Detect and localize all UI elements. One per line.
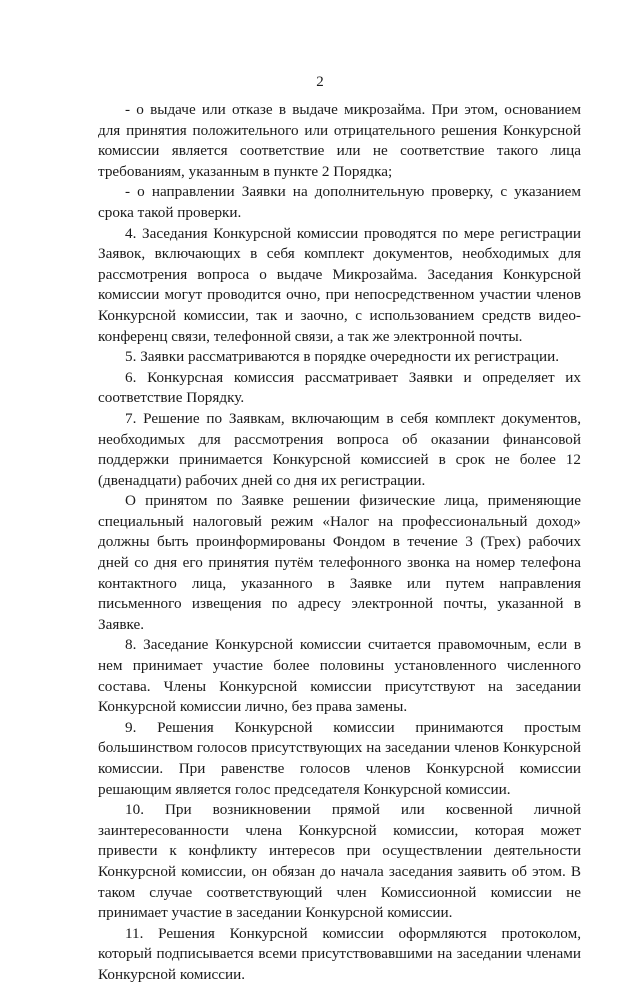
page-number: 2 (316, 74, 324, 90)
paragraph-item-4: 4. Заседания Конкурсной комиссии проводятся по мере регистрации Заявок, включающих в себя комплект документов, необходимых для рассмотрения вопроса о выдаче Микрозайма. Заседания Конкурсной комиссии могут проводится очно, при непосредственном участии членов Конкурсной комиссии, так и заочно, с использованием средств видео-конференц связи, телефонной связи, а так же электронной почты. (98, 224, 581, 345)
paragraph-item-6: 6. Конкурсная комиссия рассматривает Заявки и определяет их соответствие Порядку. (98, 368, 581, 407)
paragraph-loan-decision: - о выдаче или отказе в выдаче микрозайма. При этом, основанием для принятия положительного или отрицательного решения Конкурсной комиссии является соответствие или не соответствие такого лица требованиям, указанным в пункте 2 Порядка; (98, 101, 581, 180)
document-body (98, 100, 581, 986)
paragraph-item-5: 5. Заявки рассматриваются в порядке очередности их регистрации. (125, 348, 560, 366)
paragraph-additional-check: - о направлении Заявки на дополнительную проверку, с указанием срока такой проверки. (98, 183, 581, 221)
paragraph-item-9: 9. Решения Конкурсной комиссии принимаются простым большинством голосов присутствующих на заседании членов Конкурсной комиссии. При равенстве голосов членов Конкурсной комиссии решающим является голос председателя Конкурсной комиссии. (98, 718, 581, 798)
paragraph-item-7: 7. Решение по Заявкам, включающим в себя комплект документов, необходимых для рассмотрения вопроса об оказании финансовой поддержки принимается Конкурсной комиссией в срок не более 12 (двенадцати) рабочих дней со дня их регистрации. (98, 409, 581, 489)
paragraph-item-8: 8. Заседание Конкурсной комиссии считается правомочным, если в нем принимает участие более половины установленного численного состава. Члены Конкурсной комиссии присутствуют на заседании Конкурсной комиссии лично, без права замены. (98, 636, 581, 716)
paragraph-item-10: 10. При возникновении прямой или косвенной личной заинтересованности члена Конкурсной комиссии, которая может привести к конфликту интересов при осуществлении деятельности Конкурсной комиссии, он обязан до начала заседания заявить об этом. В таком случае соответствующий член Комиссионной комиссии не принимает участие в заседании Конкурсной комиссии. (98, 801, 581, 922)
paragraph-notification: О принятом по Заявке решении физические лица, применяющие специальный налоговый режим «Налог на профессиональный доход» должны быть проинформированы Фондом в течение 3 (Трех) рабочих дней со дня его принятия путём телефонного звонка на номер телефона контактного лица, указанного в Заявке или путем направления письменного извещения по адресу электронной почты, указанной в Заявке. (98, 492, 581, 633)
paragraph-item-11: 11. Решения Конкурсной комиссии оформляются протоколом, который подписывается всеми присутствовавшими на заседании членами Конкурсной комиссии. (98, 924, 581, 983)
